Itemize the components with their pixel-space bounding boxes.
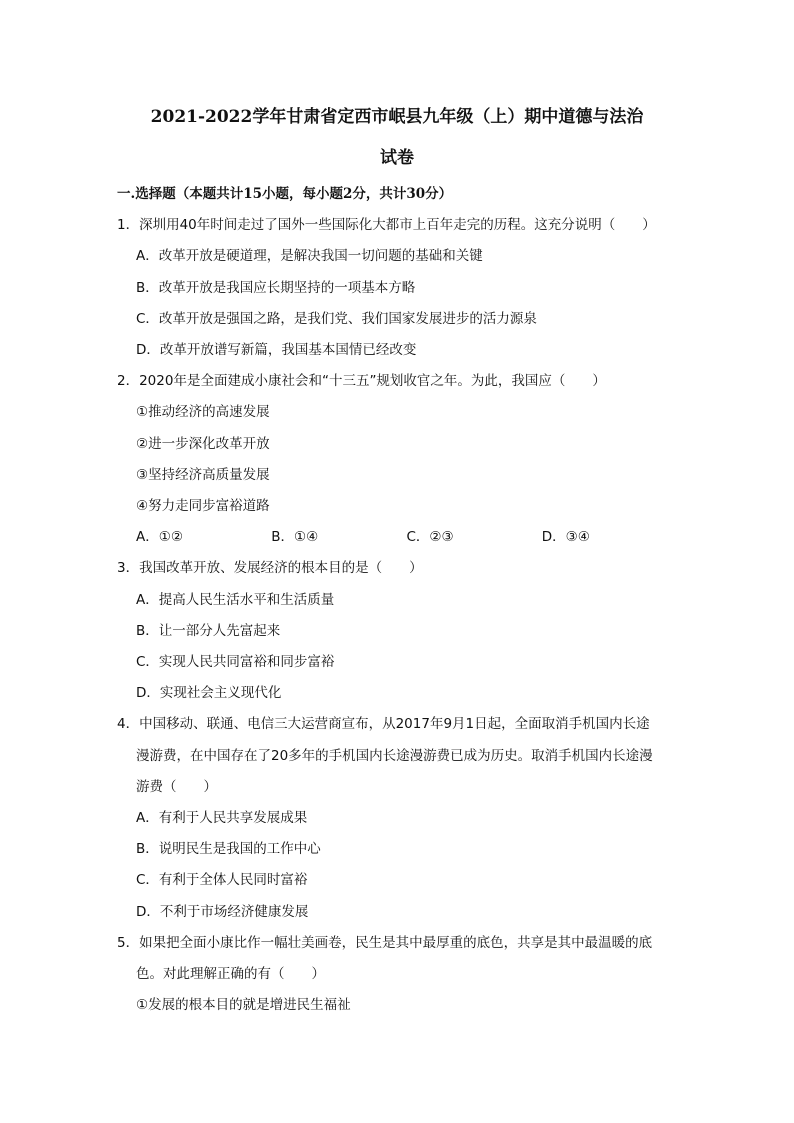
question-3 [117, 553, 677, 709]
answer-option: ①发展的根本目的就是增进民生福祉 [136, 997, 351, 1014]
section-heading: 一.选择题（本题共计15小题，每小题2分，共计30分） [117, 186, 453, 202]
question-4 [117, 709, 677, 927]
title-line-1: 2021-2022学年甘肃省定西市岷县九年级（上）期中道德与法治 [150, 107, 644, 127]
question-1 [117, 210, 677, 366]
combination-option: A．①② [136, 529, 183, 546]
answer-option: C．有利于全体人民同时富裕 [136, 872, 308, 889]
question-list [117, 210, 677, 1021]
answer-option: B．让一部分人先富起来 [136, 622, 281, 639]
answer-option: ①推动经济的高速发展 [136, 404, 270, 421]
title-line-2: 试卷 [380, 148, 414, 168]
answer-option: D．改革开放谱写新篇，我国基本国情已经改变 [136, 342, 417, 359]
question-stem-line: 色。对此理解正确的有（ ） [136, 966, 325, 983]
combination-option: D．③④ [541, 529, 590, 546]
answer-option: C．改革开放是强国之路，是我们党、我们国家发展进步的活力源泉 [136, 310, 537, 327]
combination-option: C．②③ [406, 529, 454, 546]
question-5 [117, 928, 677, 1022]
question-stem-line: 3．我国改革开放、发展经济的根本目的是（ ） [117, 560, 423, 577]
question-2 [117, 366, 677, 553]
exam-content [117, 179, 677, 1021]
question-stem-line: 1．深圳用40年时间走过了国外一些国际化大都市上百年走完的历程。这充分说明（ ） [117, 217, 656, 234]
question-stem-line: 5．如果把全面小康比作一幅壮美画卷，民生是其中最厚重的底色，共享是其中最温暖的底 [117, 934, 653, 951]
question-stem-line: 游费（ ） [136, 778, 217, 795]
answer-option: A．提高人民生活水平和生活质量 [136, 591, 335, 608]
answer-option: C．实现人民共同富裕和同步富裕 [136, 654, 335, 671]
answer-option: B．改革开放是我国应长期坚持的一项基本方略 [136, 279, 416, 296]
answer-option: D．不利于市场经济健康发展 [136, 903, 309, 920]
question-stem-line: 漫游费，在中国存在了20多年的手机国内长途漫游费已成为历史。取消手机国内长途漫 [136, 747, 653, 764]
answer-option: A．改革开放是硬道理，是解决我国一切问题的基础和关键 [136, 248, 483, 265]
combination-options [117, 522, 677, 553]
combination-option: B．①④ [271, 529, 319, 546]
answer-option: A．有利于人民共享发展成果 [136, 810, 308, 827]
question-stem-line: 2．2020年是全面建成小康社会和“十三五”规划收官之年。为此，我国应（ ） [117, 373, 606, 390]
answer-option: D．实现社会主义现代化 [136, 685, 282, 702]
exam-title [0, 97, 794, 179]
answer-option: ③坚持经济高质量发展 [136, 466, 270, 483]
answer-option: ④努力走同步富裕道路 [136, 498, 270, 515]
answer-option: ②进一步深化改革开放 [136, 435, 270, 452]
question-stem-line: 4．中国移动、联通、电信三大运营商宣布，从2017年9月1日起，全面取消手机国内长途 [117, 716, 650, 733]
answer-option: B．说明民生是我国的工作中心 [136, 841, 321, 858]
